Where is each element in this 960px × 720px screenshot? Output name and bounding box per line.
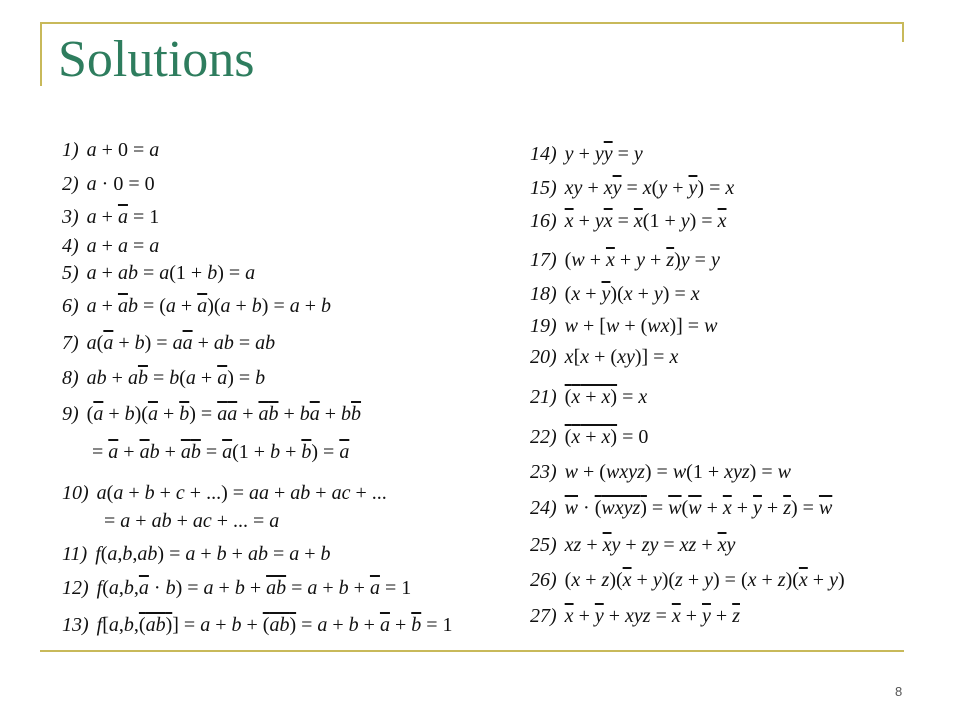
equation-number: 16) bbox=[530, 210, 557, 232]
equation-24 bbox=[530, 498, 832, 518]
equation-number: 27) bbox=[530, 605, 557, 627]
equation-number: 7) bbox=[62, 332, 79, 354]
equation-body: $(x + z)(\overline{x} + y)(z + y) = (x + z)(\overline{x} + y)$ bbox=[564, 569, 845, 591]
equation-body: $\overline{x} + y\overline{x} = \overline{x}(1 + y) = \overline{x}$ bbox=[564, 210, 727, 232]
equation-body: $(x + \overline{y})(x + y) = x$ bbox=[564, 283, 700, 305]
equation-number: 18) bbox=[530, 283, 557, 305]
equation-5 bbox=[62, 263, 255, 283]
equation-12 bbox=[62, 578, 411, 598]
frame-bottom-rule bbox=[40, 650, 904, 652]
equation-13 bbox=[62, 615, 453, 635]
equation-16 bbox=[530, 211, 726, 231]
equation-body: $f(a,b,\overline{a} \cdot b) = a + b + \overline{ab} = a + b + \overline{a} = 1$ bbox=[96, 577, 412, 599]
equation-body: a · 0 = 0 bbox=[86, 173, 155, 195]
equation-number: 19) bbox=[530, 315, 557, 337]
equation-number: 25) bbox=[530, 534, 557, 556]
equation-number: 2) bbox=[62, 173, 79, 195]
frame-right-rule bbox=[902, 22, 904, 42]
equation-body: $\overline{x} + \overline{y}$ + xyz = $\overline{x} + \overline{y} + \overline{z}$ bbox=[564, 605, 740, 627]
equation-body: $y + y\overline{y} = y$ bbox=[564, 143, 643, 165]
equation-10 bbox=[62, 483, 387, 503]
equation-cont-11 bbox=[104, 511, 279, 531]
equation-body: $a + \overline{a}b = (a + \overline{a})(a + b) = a + b$ bbox=[86, 295, 332, 317]
equation-1 bbox=[62, 140, 159, 160]
equation-body: xz + $\overline{x}y$ + zy = xz + $\overline{x}y$ bbox=[564, 534, 736, 556]
equation-number: 22) bbox=[530, 426, 557, 448]
equation-body: $a + \overline{a} = 1$ bbox=[86, 206, 160, 228]
equation-number: 20) bbox=[530, 346, 557, 368]
equation-20 bbox=[530, 347, 678, 367]
equation-19 bbox=[530, 316, 717, 336]
equation-body: $\overline{w}$ · (wxyz) = $\overline{w}(\overline{w} + \overline{x} + \overline{y} + \overline{z}) = \overline{w}$ bbox=[564, 497, 833, 519]
equation-body: a + ab = a(1 + b) = a bbox=[86, 262, 256, 284]
equation-number: 1) bbox=[62, 139, 79, 161]
equation-2 bbox=[62, 174, 155, 194]
equation-body: $a(\overline{a} + b) = a\overline{a}$ + ab = ab bbox=[86, 332, 276, 354]
equation-8 bbox=[62, 368, 265, 388]
equation-26 bbox=[530, 570, 845, 590]
equation-body: a + a = a bbox=[86, 235, 160, 257]
equation-9 bbox=[62, 404, 361, 424]
equation-11 bbox=[62, 544, 331, 564]
equation-cont-9 bbox=[92, 442, 349, 462]
slide-title: Solutions bbox=[58, 31, 255, 88]
page-number: 8 bbox=[895, 684, 903, 699]
equation-23 bbox=[530, 462, 791, 482]
equation-body: a(a + b + c + ...) = aa + ab + ac + ... bbox=[96, 482, 387, 504]
equation-number: 21) bbox=[530, 386, 557, 408]
equation-number: 13) bbox=[62, 614, 89, 636]
equation-number: 3) bbox=[62, 206, 79, 228]
equation-number: 8) bbox=[62, 367, 79, 389]
equation-body: w + [w + (wx)] = w bbox=[564, 315, 718, 337]
equation-number: 5) bbox=[62, 262, 79, 284]
equation-body: w + (wxyz) = w(1 + xyz) = w bbox=[564, 461, 791, 483]
equation-body: $f[a,b,(ab)] = a + b + (ab) = a + b + \overline{a} + \overline{b} = 1$ bbox=[96, 614, 453, 636]
equation-body: x[x + (xy)] = x bbox=[564, 346, 679, 368]
frame-left-rule bbox=[40, 22, 42, 86]
equation-number: 23) bbox=[530, 461, 557, 483]
equation-14 bbox=[530, 144, 643, 164]
equation-body: f(a,b,ab) = a + b + ab = a + b bbox=[95, 543, 331, 565]
equation-body: = a + ab + ac + ... = a bbox=[104, 510, 280, 532]
equation-number: 15) bbox=[530, 177, 557, 199]
equation-7 bbox=[62, 333, 275, 353]
equation-body: (x + x) = 0 bbox=[564, 426, 649, 448]
equation-body: xy + $x\overline{y} = x(y + \overline{y}) = x$ bbox=[564, 177, 735, 199]
equation-27 bbox=[530, 606, 740, 626]
equation-body: = $\overline{a} + \overline{a}b + \overline{a}\overline{b} = \overline{a}(1 + b + \overline{b}) = \overline{a}$ bbox=[92, 441, 350, 463]
equation-17 bbox=[530, 250, 720, 270]
equation-number: 10) bbox=[62, 482, 89, 504]
equation-number: 4) bbox=[62, 235, 79, 257]
equation-body: $(w + \overline{x} + y + \overline{z})y = y$ bbox=[564, 249, 720, 271]
equation-number: 6) bbox=[62, 295, 79, 317]
equation-number: 14) bbox=[530, 143, 557, 165]
equation-body: (x + x) = x bbox=[564, 386, 648, 408]
equation-18 bbox=[530, 284, 700, 304]
equation-25 bbox=[530, 535, 735, 555]
equation-number: 26) bbox=[530, 569, 557, 591]
equation-number: 24) bbox=[530, 497, 557, 519]
equation-body: ab + $a\overline{b} = b(a + \overline{a}) = b$ bbox=[86, 367, 266, 389]
equation-number: 17) bbox=[530, 249, 557, 271]
equation-6 bbox=[62, 296, 331, 316]
equation-number: 11) bbox=[62, 543, 88, 565]
equation-number: 9) bbox=[62, 403, 79, 425]
equation-3 bbox=[62, 207, 159, 227]
equation-22 bbox=[530, 427, 648, 447]
equation-body: a + 0 = a bbox=[86, 139, 160, 161]
equation-number: 12) bbox=[62, 577, 89, 599]
frame-top-rule bbox=[40, 22, 904, 24]
equation-body: $(\overline{a} + b)(\overline{a} + \overline{b}) = \overline{a}\overline{a} + \overline{a}\overline{b} + b\overline{a} + b\overline{b}$ bbox=[86, 403, 362, 425]
equation-21 bbox=[530, 387, 647, 407]
equation-4 bbox=[62, 236, 159, 256]
equation-15 bbox=[530, 178, 734, 198]
